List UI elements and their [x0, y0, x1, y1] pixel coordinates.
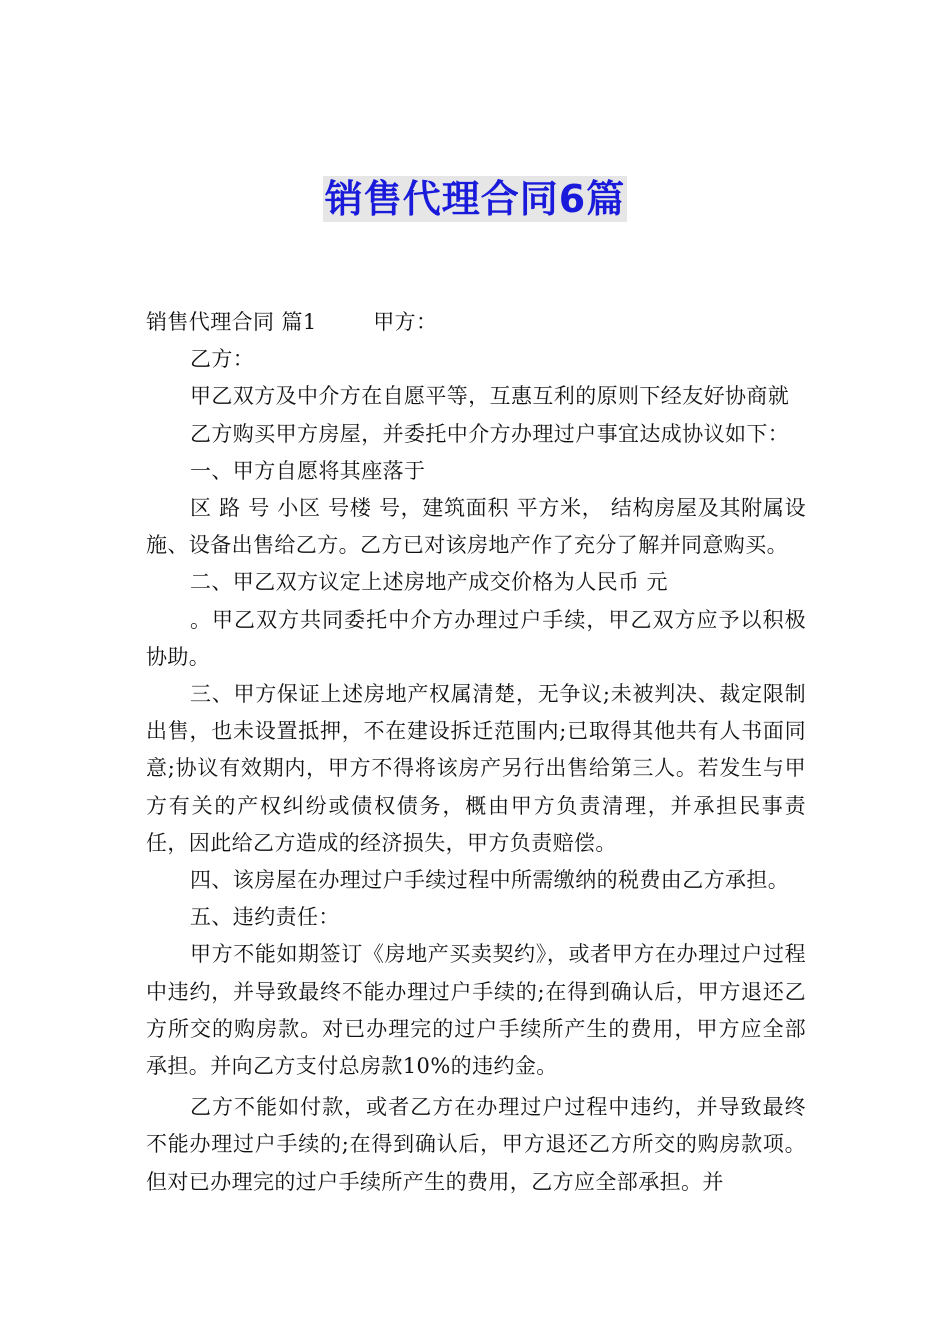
document-body	[146, 304, 806, 1201]
paragraph: 三、甲方保证上述房地产权属清楚，无争议;未被判决、裁定限制出售，也未设置抵押，不在建设拆迁范围内;已取得其他共有人书面同意;协议有效期内，甲方不得将该房产另行出售给第三人。若发生与甲方有关的产权纠纷或债权债务，概由甲方负责清理，并承担民事责任，因此给乙方造成的经济损失，甲方负责赔偿。	[146, 682, 806, 855]
first-line: 销售代理合同 篇1 甲方：	[146, 310, 438, 334]
paragraph: 乙方购买甲方房屋，并委托中介方办理过户事宜达成协议如下：	[190, 421, 790, 446]
paragraph: 。甲乙双方共同委托中介方办理过户手续，甲乙双方应予以积极协助。	[146, 607, 806, 669]
paragraph: 一、甲方自愿将其座落于	[190, 458, 426, 483]
paragraph: 五、违约责任：	[190, 905, 340, 930]
paragraph: 乙方不能如付款，或者乙方在办理过户过程中违约，并导致最终不能办理过户手续的;在得到确认后，甲方退还乙方所交的购房款项。但对已办理完的过户手续所产生的费用，乙方应全部承担。并	[146, 1095, 806, 1194]
title-wrap	[0, 176, 950, 222]
paragraph: 甲乙双方及中介方在自愿平等，互惠互利的原则下经友好协商就	[190, 384, 790, 409]
document-title: 销售代理合同6篇	[324, 177, 626, 221]
paragraph: 二、甲乙双方议定上述房地产成交价格为人民币 元	[190, 570, 668, 595]
paragraph: 四、该房屋在办理过户手续过程中所需缴纳的税费由乙方承担。	[190, 868, 790, 893]
paragraph: 甲方不能如期签订《房地产买卖契约》，或者甲方在办理过户过程中违约，并导致最终不能办理过户手续的;在得到确认后，甲方退还乙方所交的购房款。对已办理完的过户手续所产生的费用，甲方应全部承担。并向乙方支付总房款10%的违约金。	[146, 942, 806, 1079]
paragraph: 区 路 号 小区 号楼 号，建筑面积 平方米， 结构房屋及其附属设施、设备出售给乙方。乙方已对该房地产作了充分了解并同意购买。	[146, 496, 806, 558]
paragraph: 乙方：	[190, 347, 255, 372]
